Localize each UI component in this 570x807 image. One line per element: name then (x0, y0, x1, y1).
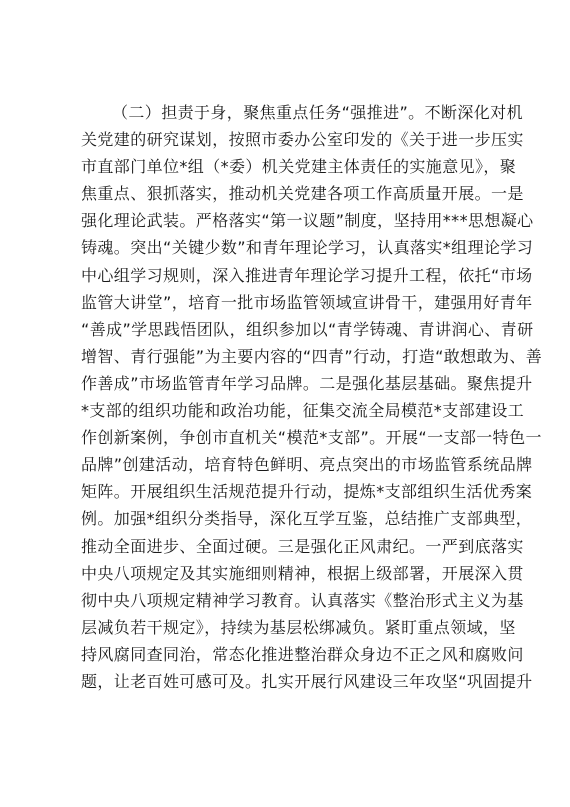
text-line: 焦重点、狠抓落实，推动机关党建各项工作高质量开展。一是 (81, 184, 524, 204)
text-line: 例。加强*组织分类指导，深化互学互鉴，总结推广支部典型， (81, 509, 533, 529)
text-line: 监管大讲堂”，培育一批市场监管领域宣讲骨干，建强用好青年 (81, 292, 533, 312)
text-line: 作善成”市场监管青年学习品牌。二是强化基层基础。聚焦提升 (81, 373, 533, 393)
text-line: 推动全面进步、全面过硬。三是强化正风肃纪。一严到底落实 (81, 536, 524, 556)
text-line: 持风腐同查同治，常态化推进整治群众身边不正之风和腐败问 (81, 644, 524, 664)
text-line: 强化理论武装。严格落实“第一议题”制度，坚持用***思想凝心 (81, 211, 534, 231)
text-line: 矩阵。开展组织生活规范提升行动，提炼*支部组织生活优秀案 (81, 482, 533, 502)
text-line: 品牌”创建活动，培育特色鲜明、亮点突出的市场监管系统品牌 (81, 455, 533, 475)
text-line: *支部的组织功能和政治功能，征集交流全局模范*支部建设工 (81, 401, 525, 421)
text-line: 作创新案例，争创市直机关“模范*支部”。开展“一支部一特色一 (81, 428, 542, 448)
text-line: 铸魂。突出“关键少数”和青年理论学习，认真落实*组理论学习 (81, 238, 534, 258)
text-line: 层减负若干规定》，持续为基层松绑减负。紧盯重点领域，坚 (81, 617, 516, 637)
text-line: （二）担责于身，聚焦重点任务“强推进”。不断深化对机 (112, 103, 523, 122)
text-line: 市直部门单位*组（*委）机关党建主体责任的实施意见》，聚 (81, 157, 517, 177)
paragraph (81, 99, 543, 695)
text-line: 中央八项规定及其实施细则精神，根据上级部署，开展深入贯 (81, 563, 524, 583)
text-line: 彻中央八项规定精神学习教育。认真落实《整治形式主义为基 (81, 590, 524, 610)
text-line: 关党建的研究谋划，按照市委办公室印发的《关于进一步压实 (81, 130, 524, 150)
text-line: 题，让老百姓可感可及。扎实开展行风建设三年攻坚“巩固提升 (81, 671, 533, 691)
text-line: “善成”学思践悟团队，组织参加以“青学铸魂、青讲润心、青研 (81, 319, 534, 339)
text-line: 增智、青行强能”为主要内容的“四青”行动，打造“敢想敢为、善 (81, 346, 543, 366)
text-line: 中心组学习规则，深入推进青年理论学习提升工程，依托“市场 (81, 265, 533, 285)
